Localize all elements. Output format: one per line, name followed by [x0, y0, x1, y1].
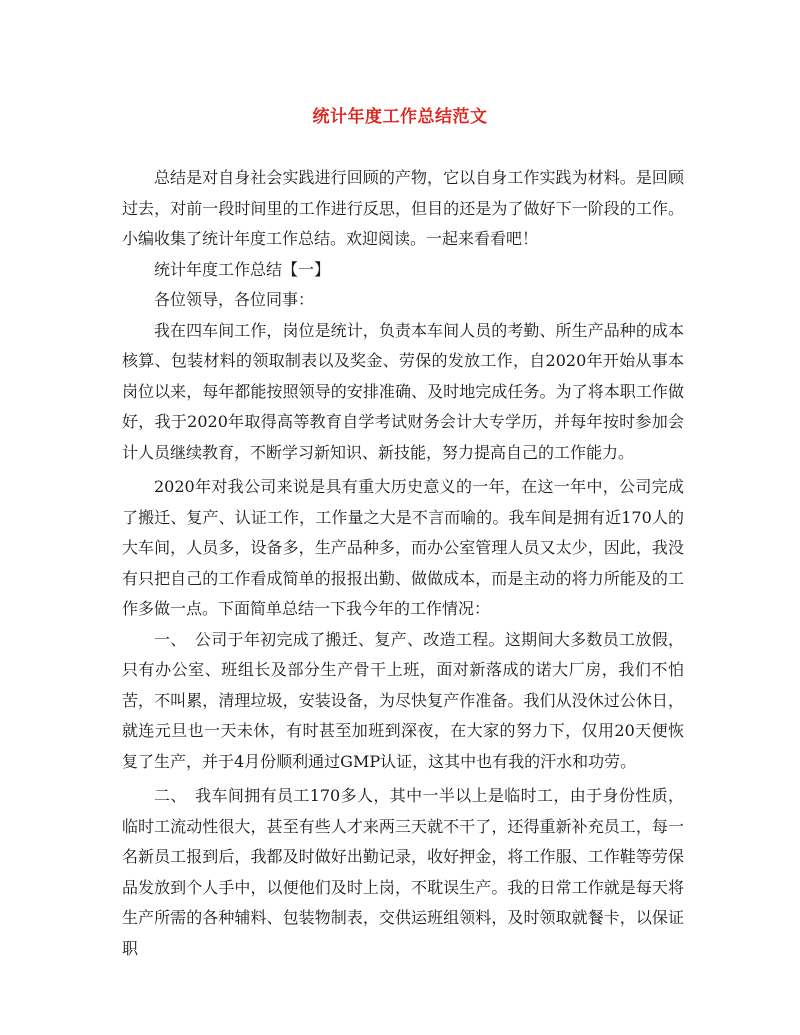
paragraph-intro: 总结是对自身社会实践进行回顾的产物，它以自身工作实践为材料。是回顾过去，对前一段时间里的工作进行反思，但目的还是为了做好下一阶段的工作。小编收集了统计年度工作总结。欢迎阅读。一起来看看吧！	[122, 168, 684, 248]
page-title: 统计年度工作总结范文	[312, 107, 488, 127]
section-heading: 统计年度工作总结【一】	[154, 259, 331, 279]
document-body	[122, 163, 684, 964]
paragraph: 我在四车间工作，岗位是统计，负责本车间人员的考勤、所生产品种的成本核算、包装材料的领取制表以及奖金、劳保的发放工作，自2020年开始从事本岗位以来，每年都能按照领导的安排准确、及时地完成任务。为了将本职工作做好，我于2020年取得高等教育自学考试财务会计大专学历，并每年按时参加会计人员继续教育，不断学习新知识、新技能，努力提高自己的工作能力。	[122, 320, 684, 462]
salutation: 各位领导，各位同事：	[154, 290, 315, 309]
paragraph: 一、 公司于年初完成了搬迁、复产、改造工程。这期间大多数员工放假，只有办公室、班组长及部分生产骨干上班，面对新落成的诺大厂房，我们不怕苦，不叫累，清理垃圾，安装设备，为尽快复产作准备。我们从没休过公休日，就连元旦也一天未休，有时甚至加班到深夜，在大家的努力下，仅用20天便恢复了生产，并于4月份顺利通过GMP认证，这其中也有我的汗水和功劳。	[122, 629, 684, 771]
paragraph: 二、 我车间拥有员工170多人，其中一半以上是临时工，由于身份性质，临时工流动性很大，甚至有些人才来两三天就不干了，还得重新补充员工，每一名新员工报到后，我都及时做好出勤记录，收好押金，将工作服、工作鞋等劳保品发放到个人手中，以便他们及时上岗，不耽误生产。我的日常工作就是每天将生产所需的各种辅料、包装物制表，交供运班组领料，及时领取就餐卡，以保证职	[122, 786, 684, 958]
paragraph: 2020年对我公司来说是具有重大历史意义的一年，在这一年中，公司完成了搬迁、复产、认证工作，工作量之大是不言而喻的。我车间是拥有近170人的大车间，人员多，设备多，生产品种多，而办公室管理人员又太少，因此，我没有只把自己的工作看成简单的报报出勤、做做成本，而是主动的将力所能及的工作多做一点。下面简单总结一下我今年的工作情况：	[122, 477, 684, 618]
